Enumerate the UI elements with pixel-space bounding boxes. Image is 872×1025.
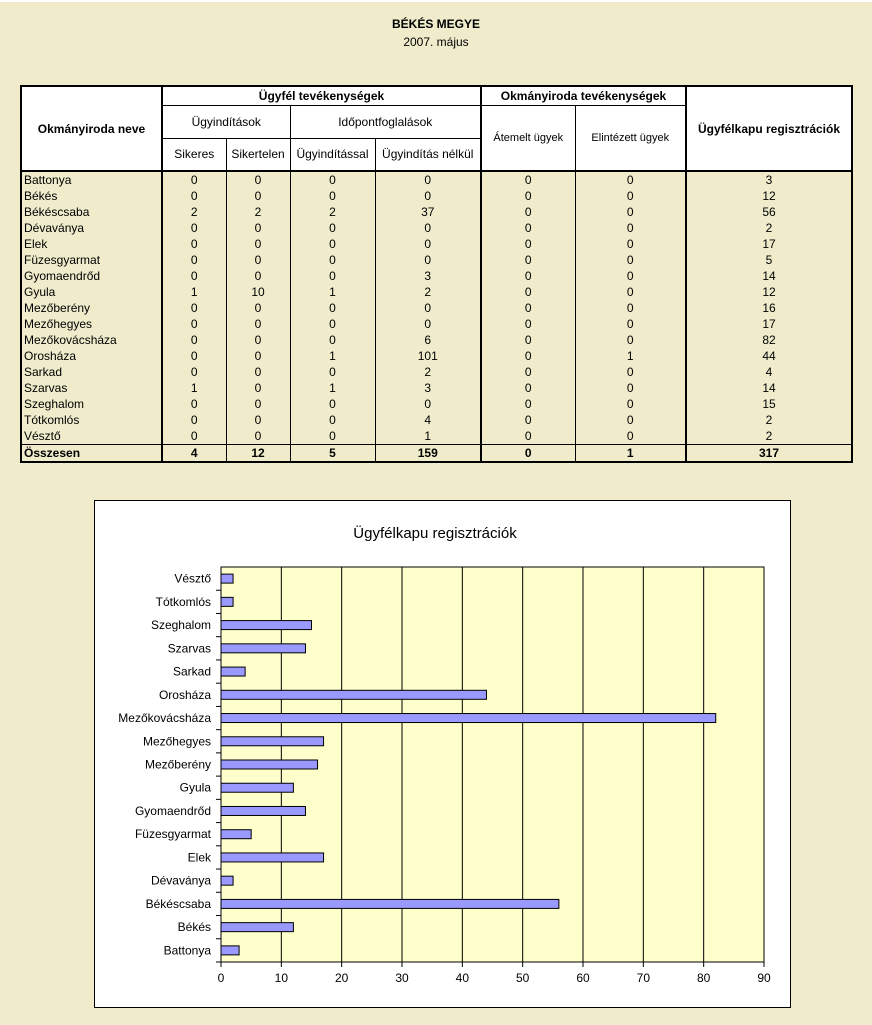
office-name-cell: Szeghalom [21,396,162,412]
office-name-cell: Füzesgyarmat [21,252,162,268]
table-row [21,220,852,236]
value-cell: 0 [575,171,686,188]
value-cell: 5 [686,252,852,268]
value-cell: 0 [481,396,575,412]
bar [221,597,233,606]
value-cell: 0 [481,171,575,188]
report-title: BÉKÉS MEGYE [391,17,481,31]
top-border [0,0,872,2]
value-cell: 0 [226,220,290,236]
office-name-cell: Szarvas [21,380,162,396]
value-cell: 0 [226,236,290,252]
value-cell: 101 [375,348,481,364]
value-cell: 2 [290,204,375,220]
header-without-initiation: Ügyindítás nélkül [375,138,481,171]
value-cell: 0 [375,300,481,316]
value-cell: 3 [375,268,481,284]
value-cell: 0 [481,412,575,428]
table-row [21,252,852,268]
value-cell: 0 [375,316,481,332]
value-cell: 0 [290,332,375,348]
table-body [21,171,852,462]
value-cell: 317 [686,445,852,463]
value-cell: 44 [686,348,852,364]
value-cell: 0 [162,188,226,204]
header-client-activities: Ügyfél tevékenységek [162,86,481,105]
value-cell: 0 [575,380,686,396]
table-row [21,332,852,348]
value-cell: 0 [162,316,226,332]
value-cell: 0 [226,171,290,188]
table-row [21,412,852,428]
value-cell: 0 [226,332,290,348]
value-cell: 5 [290,445,375,463]
office-name-cell: Tótkomlós [21,412,162,428]
value-cell: 12 [226,445,290,463]
value-cell: 0 [162,396,226,412]
value-cell: 0 [226,428,290,445]
value-cell: 1 [375,428,481,445]
statistics-table [20,85,853,463]
value-cell: 0 [226,252,290,268]
office-name-cell: Gyomaendrőd [21,268,162,284]
value-cell: 0 [575,252,686,268]
value-cell: 2 [686,220,852,236]
office-name-cell: Békés [21,188,162,204]
y-tick-label: Békéscsaba [145,896,211,911]
x-tick-label: 30 [395,971,409,985]
value-cell: 0 [290,252,375,268]
value-cell: 1 [575,445,686,463]
office-name-cell: Elek [21,236,162,252]
y-tick-label: Szeghalom [150,618,211,633]
value-cell: 2 [686,412,852,428]
value-cell: 0 [575,284,686,300]
y-tick-label: Dévaványa [150,873,211,888]
bar [221,876,233,885]
bar [221,690,486,699]
table-row [21,348,852,364]
value-cell: 0 [162,268,226,284]
header-completed: Elintézett ügyek [575,105,686,171]
value-cell: 0 [575,204,686,220]
header-with-initiation: Ügyindítással [290,138,375,171]
office-name-cell: Sarkad [21,364,162,380]
table-row [21,204,852,220]
value-cell: 1 [162,380,226,396]
value-cell: 0 [481,220,575,236]
value-cell: 0 [575,316,686,332]
value-cell: 0 [575,268,686,284]
value-cell: 0 [290,396,375,412]
bar [221,574,233,583]
header-portal-registrations: Ügyfélkapu regisztrációk [686,86,852,171]
table-row [21,396,852,412]
value-cell: 14 [686,380,852,396]
bar [221,853,324,862]
value-cell: 1 [575,348,686,364]
value-cell: 0 [290,268,375,284]
value-cell: 2 [686,428,852,445]
y-tick-label: Tótkomlós [155,594,211,609]
value-cell: 14 [686,268,852,284]
value-cell: 56 [686,204,852,220]
value-cell: 17 [686,236,852,252]
office-name-cell: Battonya [21,171,162,188]
value-cell: 4 [375,412,481,428]
value-cell: 0 [290,171,375,188]
office-name-cell: Békéscsaba [21,204,162,220]
x-tick-label: 20 [334,971,349,985]
value-cell: 0 [226,268,290,284]
value-cell: 0 [481,428,575,445]
value-cell: 3 [686,171,852,188]
y-tick-label: Gyula [179,780,211,795]
header-successful: Sikeres [162,138,226,171]
y-tick-label: Elek [187,850,211,865]
y-tick-label: Mezőberény [144,757,211,772]
x-tick-label: 0 [217,971,225,985]
y-tick-label: Battonya [163,943,211,958]
value-cell: 1 [162,284,226,300]
value-cell: 0 [481,236,575,252]
table-row [21,284,852,300]
value-cell: 0 [162,300,226,316]
total-label: Összesen [21,445,162,463]
value-cell: 82 [686,332,852,348]
chart-title: Ügyfélkapu regisztrációk [353,525,517,542]
header-appointments: Időpontfoglalások [290,105,481,138]
office-name-cell: Vésztő [21,428,162,445]
value-cell: 15 [686,396,852,412]
value-cell: 4 [686,364,852,380]
value-cell: 0 [226,396,290,412]
value-cell: 0 [226,412,290,428]
value-cell: 0 [290,412,375,428]
x-tick-label: 50 [515,971,530,985]
value-cell: 0 [375,252,481,268]
value-cell: 0 [290,300,375,316]
value-cell: 0 [290,236,375,252]
value-cell: 0 [162,428,226,445]
value-cell: 0 [162,412,226,428]
value-cell: 0 [575,220,686,236]
y-tick-label: Orosháza [158,687,211,702]
value-cell: 0 [575,236,686,252]
value-cell: 0 [226,348,290,364]
value-cell: 0 [481,252,575,268]
office-name-cell: Orosháza [21,348,162,364]
value-cell: 0 [226,300,290,316]
table-row [21,171,852,188]
value-cell: 0 [375,236,481,252]
bar [221,783,293,792]
value-cell: 2 [375,284,481,300]
y-tick-label: Füzesgyarmat [134,827,211,842]
value-cell: 0 [575,188,686,204]
header-office-name: Okmányiroda neve [21,86,162,171]
bar [221,621,312,630]
value-cell: 0 [290,316,375,332]
bar [221,644,305,653]
header-unsuccessful: Sikertelen [226,138,290,171]
bar [221,714,716,723]
bar [221,923,293,932]
value-cell: 10 [226,284,290,300]
value-cell: 0 [481,204,575,220]
value-cell: 6 [375,332,481,348]
value-cell: 0 [375,396,481,412]
table-row [21,428,852,445]
value-cell: 0 [162,332,226,348]
value-cell: 0 [575,364,686,380]
table-row [21,380,852,396]
bar [221,806,305,815]
value-cell: 0 [226,188,290,204]
table-row [21,316,852,332]
bar [221,830,251,839]
registrations-chart [94,500,791,1008]
value-cell: 0 [481,332,575,348]
value-cell: 0 [226,316,290,332]
value-cell: 12 [686,188,852,204]
office-name-cell: Dévaványa [21,220,162,236]
report-period: 2007. május [403,35,469,49]
y-tick-label: Mezőhegyes [142,734,211,749]
bar [221,760,318,769]
value-cell: 12 [686,284,852,300]
value-cell: 0 [162,236,226,252]
office-name-cell: Mezőhegyes [21,316,162,332]
value-cell: 0 [290,428,375,445]
value-cell: 0 [481,364,575,380]
value-cell: 0 [481,300,575,316]
y-tick-label: Gyomaendrőd [134,803,211,818]
header-office-activities: Okmányiroda tevékenységek [481,86,686,105]
value-cell: 1 [290,284,375,300]
x-tick-label: 80 [696,971,711,985]
y-tick-label: Vésztő [174,571,211,586]
value-cell: 2 [375,364,481,380]
x-tick-label: 40 [455,971,470,985]
value-cell: 0 [162,348,226,364]
value-cell: 0 [162,252,226,268]
bar [221,667,245,676]
value-cell: 1 [290,348,375,364]
value-cell: 0 [481,380,575,396]
value-cell: 2 [162,204,226,220]
value-cell: 3 [375,380,481,396]
value-cell: 0 [575,412,686,428]
value-cell: 0 [481,268,575,284]
table-row [21,300,852,316]
value-cell: 0 [575,396,686,412]
value-cell: 0 [575,300,686,316]
value-cell: 0 [375,171,481,188]
x-tick-label: 70 [636,971,651,985]
y-tick-label: Sarkad [172,664,211,679]
office-name-cell: Mezőberény [21,300,162,316]
office-name-cell: Gyula [21,284,162,300]
value-cell: 0 [290,188,375,204]
chart-svg [95,501,790,1007]
value-cell: 0 [162,364,226,380]
value-cell: 4 [162,445,226,463]
value-cell: 0 [481,445,575,463]
total-row [21,445,852,463]
table-row [21,236,852,252]
value-cell: 1 [290,380,375,396]
office-name-cell: Mezőkovácsháza [21,332,162,348]
x-tick-label: 10 [274,971,289,985]
table-row [21,268,852,284]
value-cell: 0 [162,220,226,236]
table-row [21,188,852,204]
value-cell: 0 [575,428,686,445]
value-cell: 0 [481,316,575,332]
y-tick-label: Szarvas [167,641,211,656]
y-tick-label: Mezőkovácsháza [118,711,211,726]
value-cell: 0 [575,332,686,348]
bar [221,899,559,908]
value-cell: 37 [375,204,481,220]
value-cell: 2 [226,204,290,220]
x-tick-label: 60 [576,971,590,985]
value-cell: 0 [290,364,375,380]
value-cell: 0 [481,188,575,204]
value-cell: 0 [162,171,226,188]
header-transferred: Átemelt ügyek [481,105,575,171]
value-cell: 159 [375,445,481,463]
value-cell: 0 [290,220,375,236]
x-tick-label: 90 [757,971,771,985]
value-cell: 17 [686,316,852,332]
value-cell: 0 [226,364,290,380]
value-cell: 0 [375,220,481,236]
table-row [21,364,852,380]
bar [221,946,239,955]
value-cell: 0 [375,188,481,204]
value-cell: 0 [226,380,290,396]
value-cell: 16 [686,300,852,316]
value-cell: 0 [481,348,575,364]
bar [221,737,324,746]
y-tick-label: Békés [177,920,211,935]
value-cell: 0 [481,284,575,300]
header-case-initiations: Ügyindítások [162,105,290,138]
